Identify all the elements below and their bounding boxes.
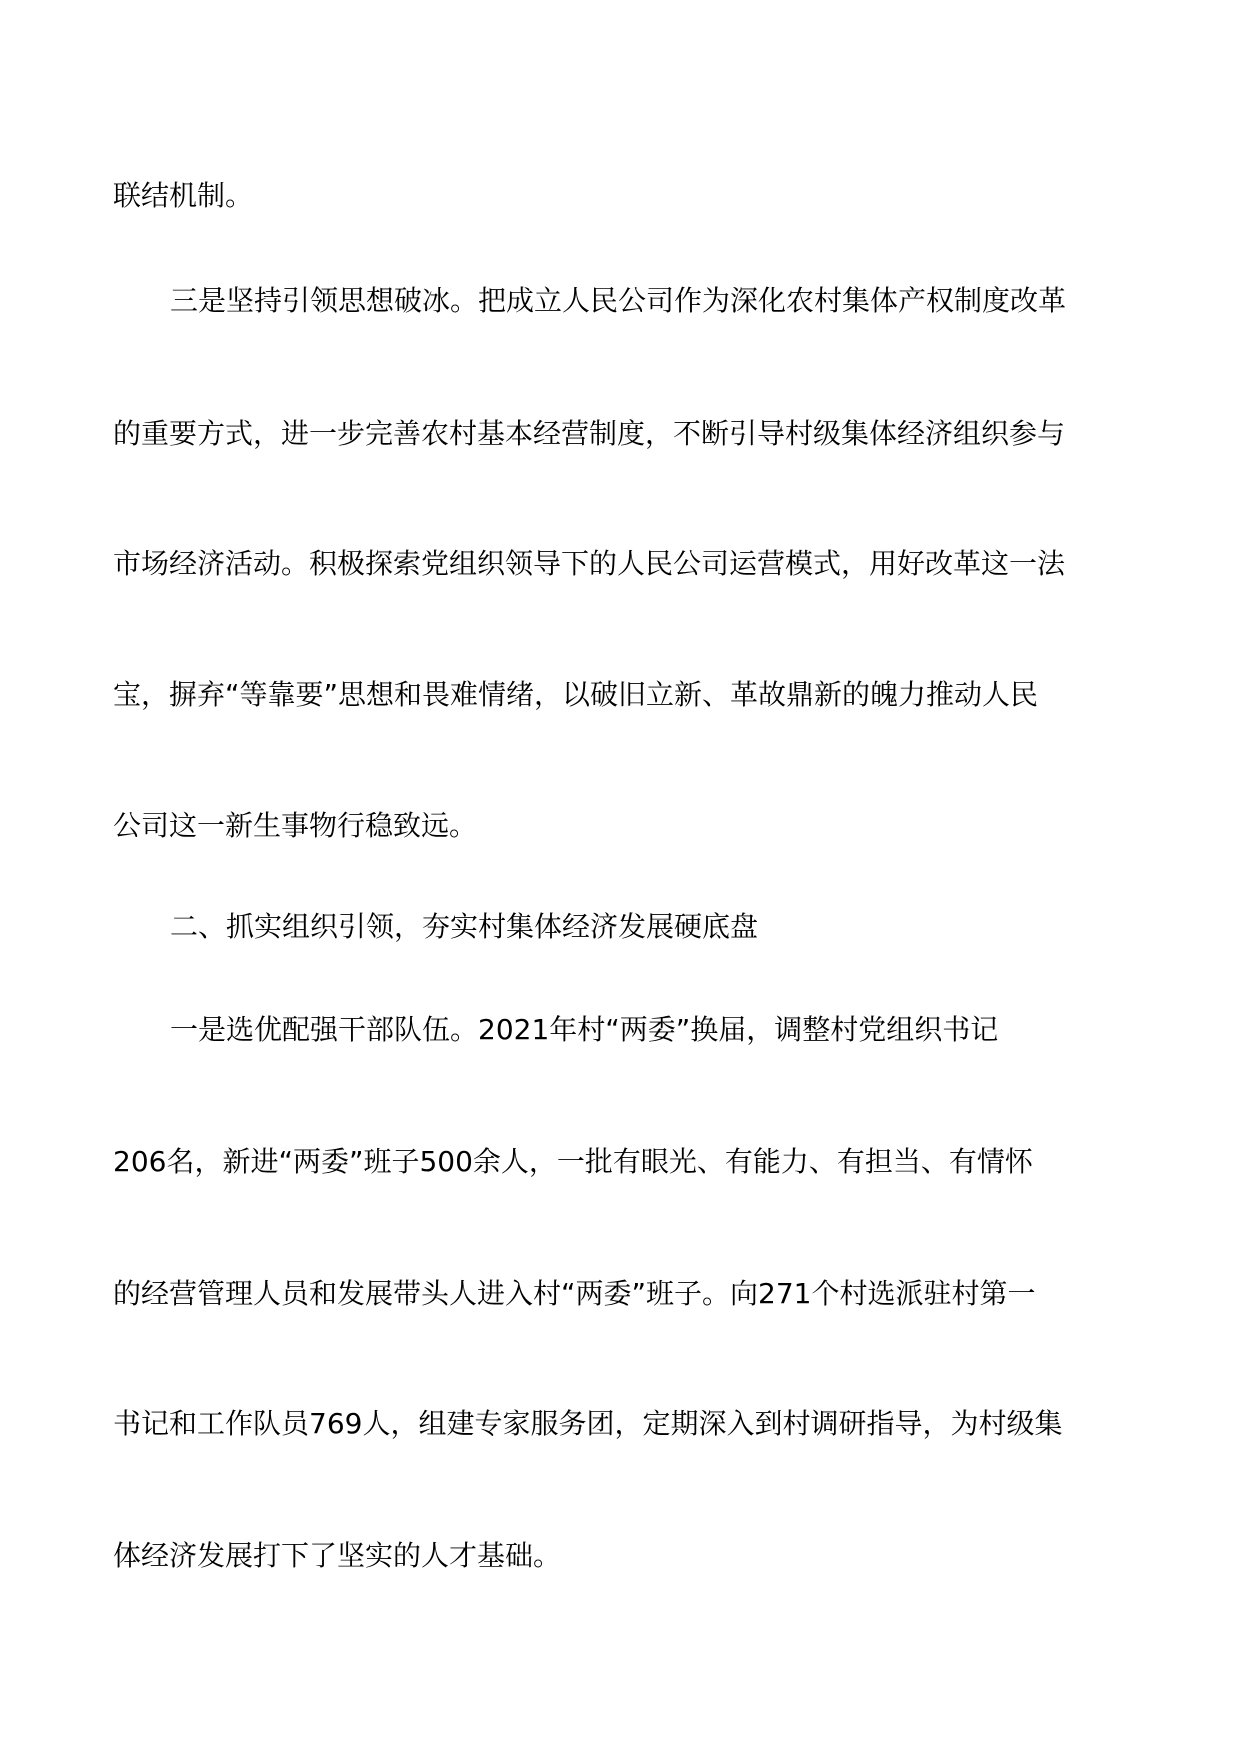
paragraph-line: 公司这一新生事物行稳致远。 — [113, 809, 478, 842]
paragraph-line: 三是坚持引领思想破冰。把成立人民公司作为深化农村集体产权制度改革 — [170, 284, 1067, 317]
section-heading: 二、抓实组织引领，夯实村集体经济发展硬底盘 — [170, 910, 759, 943]
paragraph-line: 市场经济活动。积极探索党组织领导下的人民公司运营模式，用好改革这一法 — [113, 547, 1066, 580]
paragraph-line: 206名，新进“两委”班子500余人，一批有眼光、有能力、有担当、有情怀 — [113, 1145, 1033, 1178]
paragraph-line: 的重要方式，进一步完善农村基本经营制度，不断引导村级集体经济组织参与 — [113, 417, 1066, 450]
paragraph-line: 联结机制。 — [113, 179, 254, 212]
paragraph-line: 宝，摒弃“等靠要”思想和畏难情绪，以破旧立新、革故鼎新的魄力推动人民 — [113, 678, 1039, 711]
paragraph-line: 书记和工作队员769人，组建专家服务团，定期深入到村调研指导，为村级集 — [113, 1407, 1063, 1440]
paragraph-line: 的经营管理人员和发展带头人进入村“两委”班子。向271个村选派驻村第一 — [113, 1277, 1036, 1310]
paragraph-line: 一是选优配强干部队伍。2021年村“两委”换届，调整村党组织书记 — [170, 1013, 999, 1046]
paragraph-line: 体经济发展打下了坚实的人才基础。 — [113, 1539, 562, 1572]
